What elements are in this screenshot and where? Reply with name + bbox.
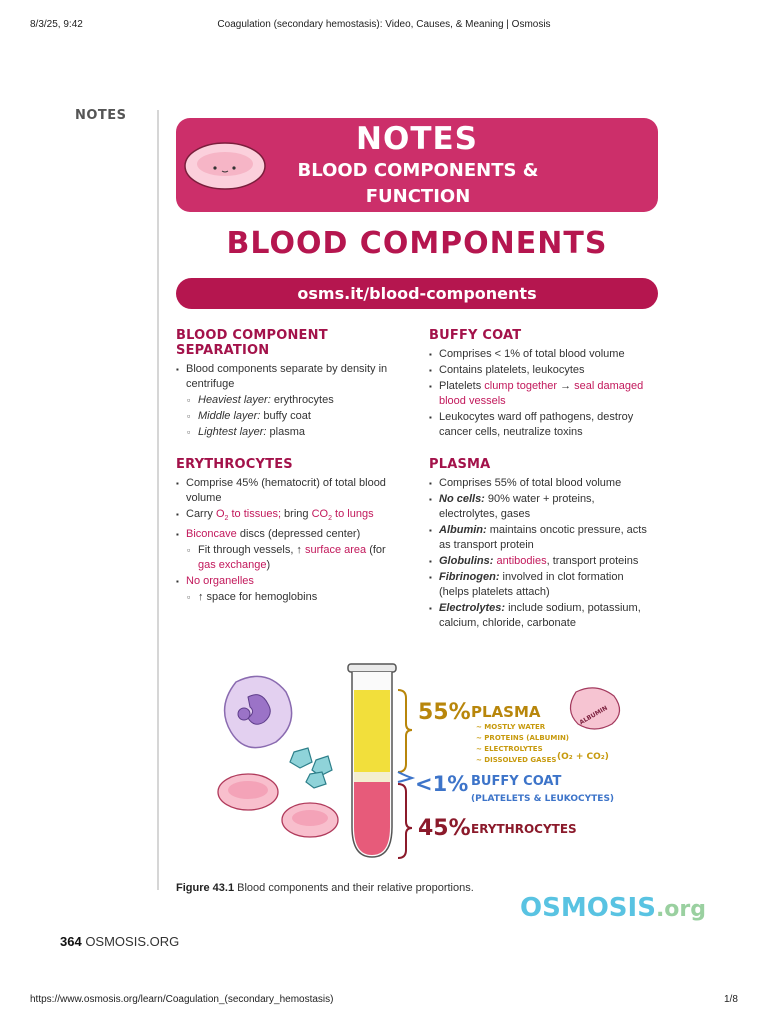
list-item: ▫ Fit through vessels, ↑ surface area (for gas exchange): [176, 543, 402, 573]
albumin-icon: [570, 688, 619, 729]
list-item: ▫ Lightest layer: plasma: [176, 425, 402, 440]
erythrocyte-bracket: [398, 784, 412, 858]
list-item: ▪ No cells: 90% water + proteins, electrolytes, gases: [429, 492, 655, 522]
list-item: ▫ Heaviest layer: erythrocytes: [176, 393, 402, 408]
test-tube: [348, 664, 396, 857]
list-item: ▫ ↑ space for hemoglobins: [176, 590, 402, 605]
list-item: ▪ Albumin: maintains oncotic pressure, acts as transport protein: [429, 523, 655, 553]
heading-erythrocytes: ERYTHROCYTES: [176, 457, 293, 472]
platelet-icon: [290, 748, 332, 788]
erythrocyte-label: ERYTHROCYTES: [471, 822, 577, 836]
page-title: BLOOD COMPONENTS: [226, 226, 608, 261]
list-item: ▪ Leukocytes ward off pathogens, destroy cancer cells, neutralize toxins: [429, 410, 655, 440]
print-url[interactable]: https://www.osmosis.org/learn/Coagulation_(secondary_hemostasis): [30, 994, 334, 1005]
plasma-items: [476, 722, 569, 766]
list-item: ▪ Comprise 45% (hematocrit) of total blood volume: [176, 476, 402, 506]
plasma-item: ~ DISSOLVED GASES: [476, 756, 557, 764]
leukocyte-icon: [225, 676, 292, 747]
plasma-item: ~ ELECTROLYTES: [476, 745, 543, 753]
osmosis-logo: OSMOSIS.org: [520, 893, 707, 923]
heading-buffy-coat: BUFFY COAT: [429, 328, 522, 343]
url-link[interactable]: osms.it/blood-components: [176, 278, 658, 309]
left-column: [176, 328, 402, 606]
print-datetime: 8/3/25, 9:42: [30, 19, 83, 30]
plasma-item: ~ MOSTLY WATER: [476, 723, 546, 731]
plasma-item: ~ PROTEINS (ALBUMIN): [476, 734, 569, 742]
list-item: ▪ Contains platelets, leukocytes: [429, 363, 655, 378]
plasma-layer: [354, 690, 390, 772]
buffy-bracket: [398, 772, 412, 782]
page-number: 364 OSMOSIS.ORG: [60, 934, 180, 949]
erythrocyte-layer: [354, 782, 390, 855]
list-item: ▪ Comprises 55% of total blood volume: [429, 476, 655, 491]
right-column: [429, 328, 655, 632]
gases-label: (O₂ + CO₂): [557, 752, 609, 762]
print-title: Coagulation (secondary hemostasis): Video, Causes, & Meaning | Osmosis: [217, 19, 551, 30]
margin-divider: [157, 110, 159, 890]
buffy-percent: <1%: [415, 772, 469, 796]
banner-title: NOTES: [356, 121, 478, 157]
albumin-tag: ALBUMIN: [578, 704, 609, 727]
erythrocyte-percent: 45%: [418, 816, 471, 841]
print-page-count: 1/8: [724, 994, 738, 1005]
buffy-sublabel: (PLATELETS & LEUKOCYTES): [471, 794, 615, 804]
list-item: ▪ Biconcave discs (depressed center): [176, 527, 402, 542]
buffy-coat-layer: [354, 772, 390, 782]
list-item: ▫ Middle layer: buffy coat: [176, 409, 402, 424]
heading-plasma: PLASMA: [429, 457, 491, 472]
side-notes-label: NOTES: [75, 108, 127, 123]
list-item: ▪ Fibrinogen: involved in clot formation (helps platelets attach): [429, 570, 655, 600]
plasma-bracket: [398, 690, 412, 772]
list-item: ▪ Blood components separate by density in centrifuge: [176, 362, 402, 392]
buffy-label: BUFFY COAT: [471, 774, 562, 789]
list-item: ▪ Globulins: antibodies, transport proteins: [429, 554, 655, 569]
blood-tube-figure: [176, 652, 658, 874]
list-item: ▪ No organelles: [176, 574, 402, 589]
figure-caption: Figure 43.1 Blood components and their relative proportions.: [176, 882, 474, 894]
heading-separation: BLOOD COMPONENT SEPARATION: [176, 328, 328, 358]
list-item: ▪ Carry $O_2$ to tissues; bring $CO_2$ to lungs: [176, 507, 402, 526]
list-item: ▪ Electrolytes: include sodium, potassium, calcium, chloride, carbonate: [429, 601, 655, 631]
plasma-percent: 55%: [418, 700, 471, 725]
list-item: ▪ Comprises < 1% of total blood volume: [429, 347, 655, 362]
banner-subtitle: BLOOD COMPONENTS & FUNCTION: [297, 160, 539, 207]
plasma-label: PLASMA: [471, 703, 541, 721]
list-item: ▪ Platelets clump together → seal damaged blood vessels: [429, 379, 655, 409]
